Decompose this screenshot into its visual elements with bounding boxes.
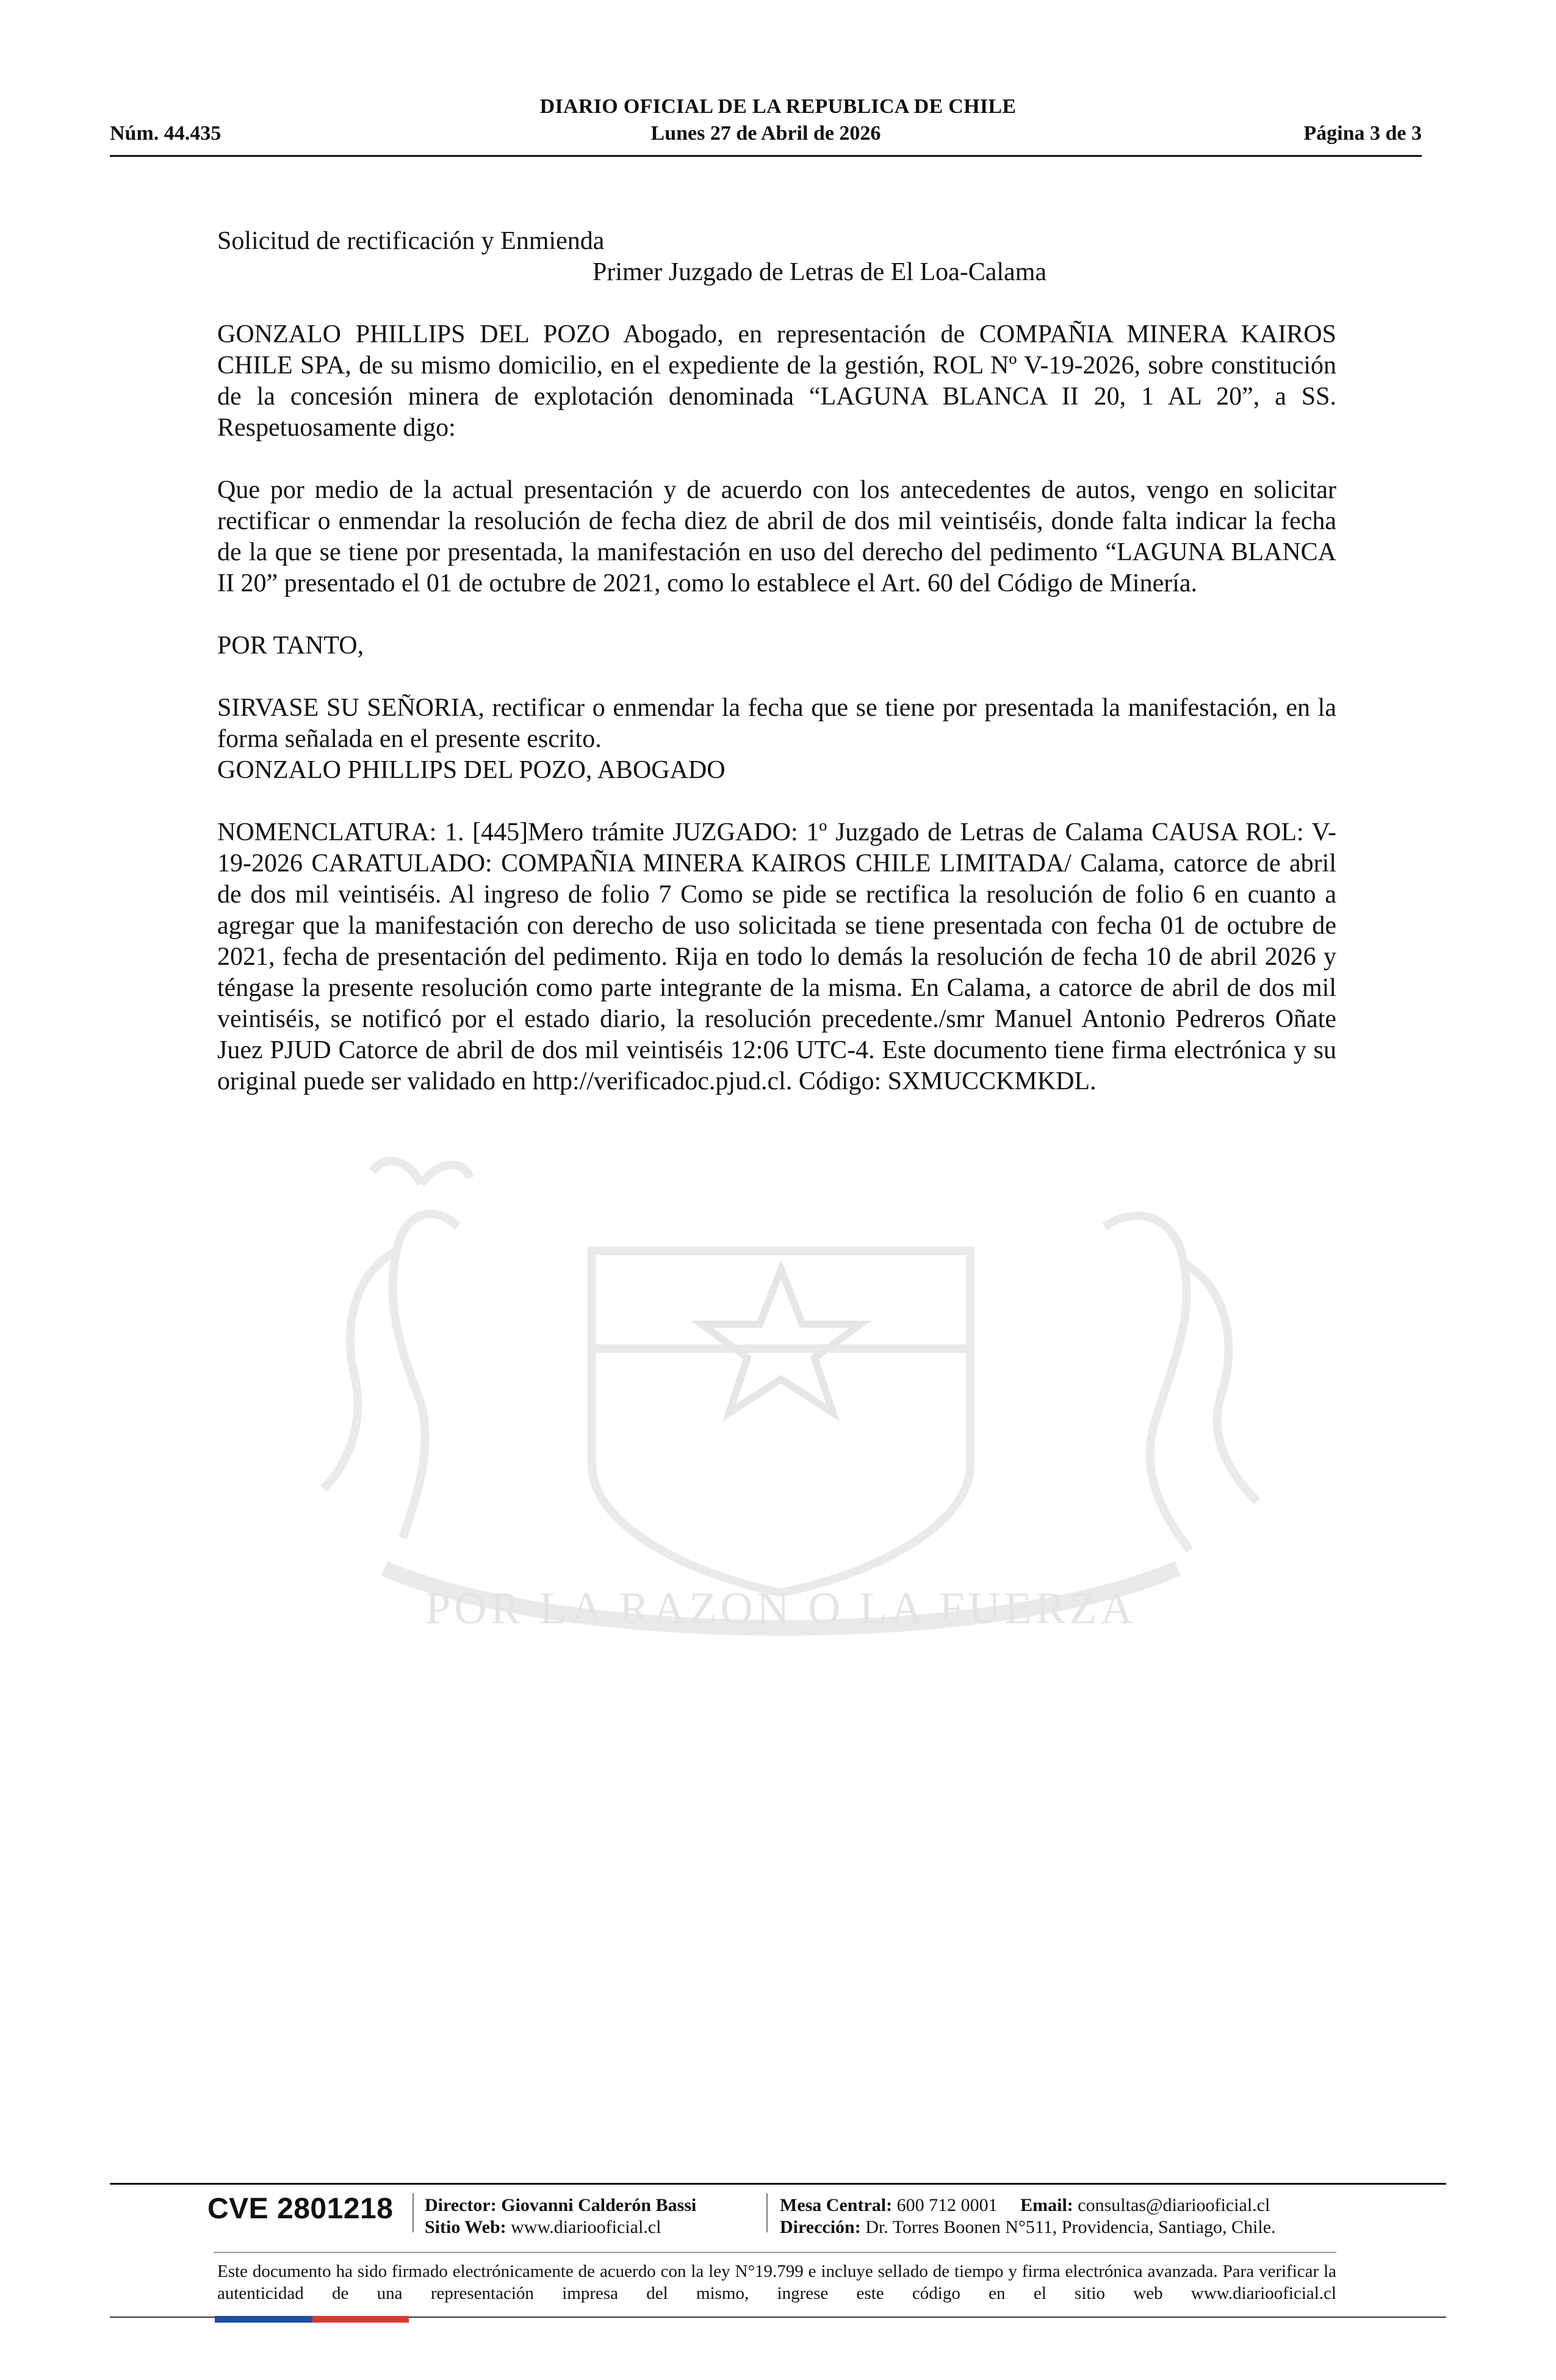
email-link[interactable]: consultas@diariooficial.cl bbox=[1078, 2195, 1270, 2215]
director-name: Giovanni Calderón Bassi bbox=[501, 2195, 697, 2215]
signature-line: GONZALO PHILLIPS DEL POZO, ABOGADO bbox=[217, 756, 726, 784]
coat-of-arms-watermark bbox=[201, 1147, 1361, 1684]
flag-stripe bbox=[215, 2316, 409, 2323]
issue-number: Núm. 44.435 bbox=[110, 122, 222, 145]
paragraph-request: Que por medio de la actual presentación y de acuerdo con los antecedentes de autos, vengo en solicitar rectificar o enmendar la resolución de fecha diez de abril de dos mil veintiséis, donde falta indicar la fecha de la que se tiene por presentada, la manifestación en uso del derecho del pedimento “LAGUNA BLANCA II 20” presentado el 01 de octubre de 2021, como lo establece el Art. 60 del Código de Minería. bbox=[217, 476, 1336, 597]
header-row bbox=[110, 122, 1422, 149]
publication-title: DIARIO OFICIAL DE LA REPUBLICA DE CHILE bbox=[539, 95, 1017, 118]
address-text: Dr. Torres Boonen N°511, Providencia, Santiago, Chile. bbox=[865, 2217, 1276, 2237]
page-indicator: Página 3 de 3 bbox=[1303, 122, 1422, 145]
footer-separator bbox=[766, 2193, 768, 2232]
address-label: Dirección: bbox=[780, 2217, 861, 2237]
court-name: Primer Juzgado de Letras de El Loa-Calama bbox=[592, 258, 1047, 286]
web-label: Sitio Web: bbox=[425, 2217, 506, 2237]
paragraph-petition: SIRVASE SU SEÑORIA, rectificar o enmendar la fecha que se tiene por presentada la manifestación, en la forma señalada en el presente escrito. bbox=[217, 694, 1336, 753]
phone-label: Mesa Central: bbox=[780, 2195, 893, 2215]
paragraph-por-tanto: POR TANTO, bbox=[217, 632, 364, 660]
flag-blue-segment bbox=[215, 2316, 312, 2323]
header-divider bbox=[110, 155, 1422, 157]
footer-divider-top bbox=[110, 2183, 1446, 2185]
footer-contact-block bbox=[780, 2194, 1276, 2238]
signature-notice: Este documento ha sido firmado electrónicamente de acuerdo con la ley N°19.799 e incluye sellado de tiempo y firma electrónica avanzada. Para verificar la autenticidad de una representación impresa del mismo, ingrese este código en el sitio web www.diariooficial.cl bbox=[217, 2262, 1336, 2303]
paragraph-intro: GONZALO PHILLIPS DEL POZO Abogado, en representación de COMPAÑIA MINERA KAIROS CHILE SPA, de su mismo domicilio, en el expediente de la gestión, ROL Nº V-19-2026, sobre constitución de la concesión minera de explotación denominada “LAGUNA BLANCA II 20, 1 AL 20”, a SS. Respetuosamente digo: bbox=[217, 320, 1336, 442]
document-heading: Solicitud de rectificación y Enmienda bbox=[217, 227, 605, 255]
flag-red-segment bbox=[312, 2316, 409, 2323]
footer-separator bbox=[412, 2193, 414, 2232]
document-body bbox=[217, 226, 1336, 1128]
resolution-text: NOMENCLATURA: 1. [445]Mero trámite JUZGADO: 1º Juzgado de Letras de Calama CAUSA ROL: V-19-2026 CARATULADO: COMPAÑIA MINERA KAIROS CHILE LIMITADA/ Calama, catorce de abril de dos mil veintiséis. Al ingreso de folio 7 Como se pide se rectifica la resolución de folio 6 en cuanto a agregar que la manifestación con derecho de uso solicitada se tiene presentada con fecha 01 de octubre de 2021, fecha de presentación del pedimento. Rija en todo lo demás la resolución de fecha 10 de abril 2026 y téngase la presente resolución como parte integrante de la misma. En Calama, a catorce de abril de dos mil veintiséis, se notificó por el estado diario, la resolución precedente./smr Manuel Antonio Pedreros Oñate Juez PJUD Catorce de abril de dos mil veintiséis 12:06 UTC-4. Este documento tiene firma electrónica y su original puede ser validado en http://verificadoc.pjud.cl. Código: SXMUCCKMKDL. bbox=[217, 818, 1336, 1095]
phone-number: 600 712 0001 bbox=[896, 2195, 998, 2215]
footer-director-block bbox=[425, 2194, 696, 2238]
director-label: Director: bbox=[425, 2195, 497, 2215]
cve-code: CVE 2801218 bbox=[207, 2193, 394, 2225]
motto-text: POR LA RAZON O LA FUERZA bbox=[425, 1584, 1137, 1634]
footer-divider-middle bbox=[214, 2252, 1336, 2253]
web-link[interactable]: www.diariooficial.cl bbox=[511, 2217, 661, 2237]
issue-date: Lunes 27 de Abril de 2026 bbox=[650, 122, 881, 145]
email-label: Email: bbox=[1020, 2195, 1073, 2215]
